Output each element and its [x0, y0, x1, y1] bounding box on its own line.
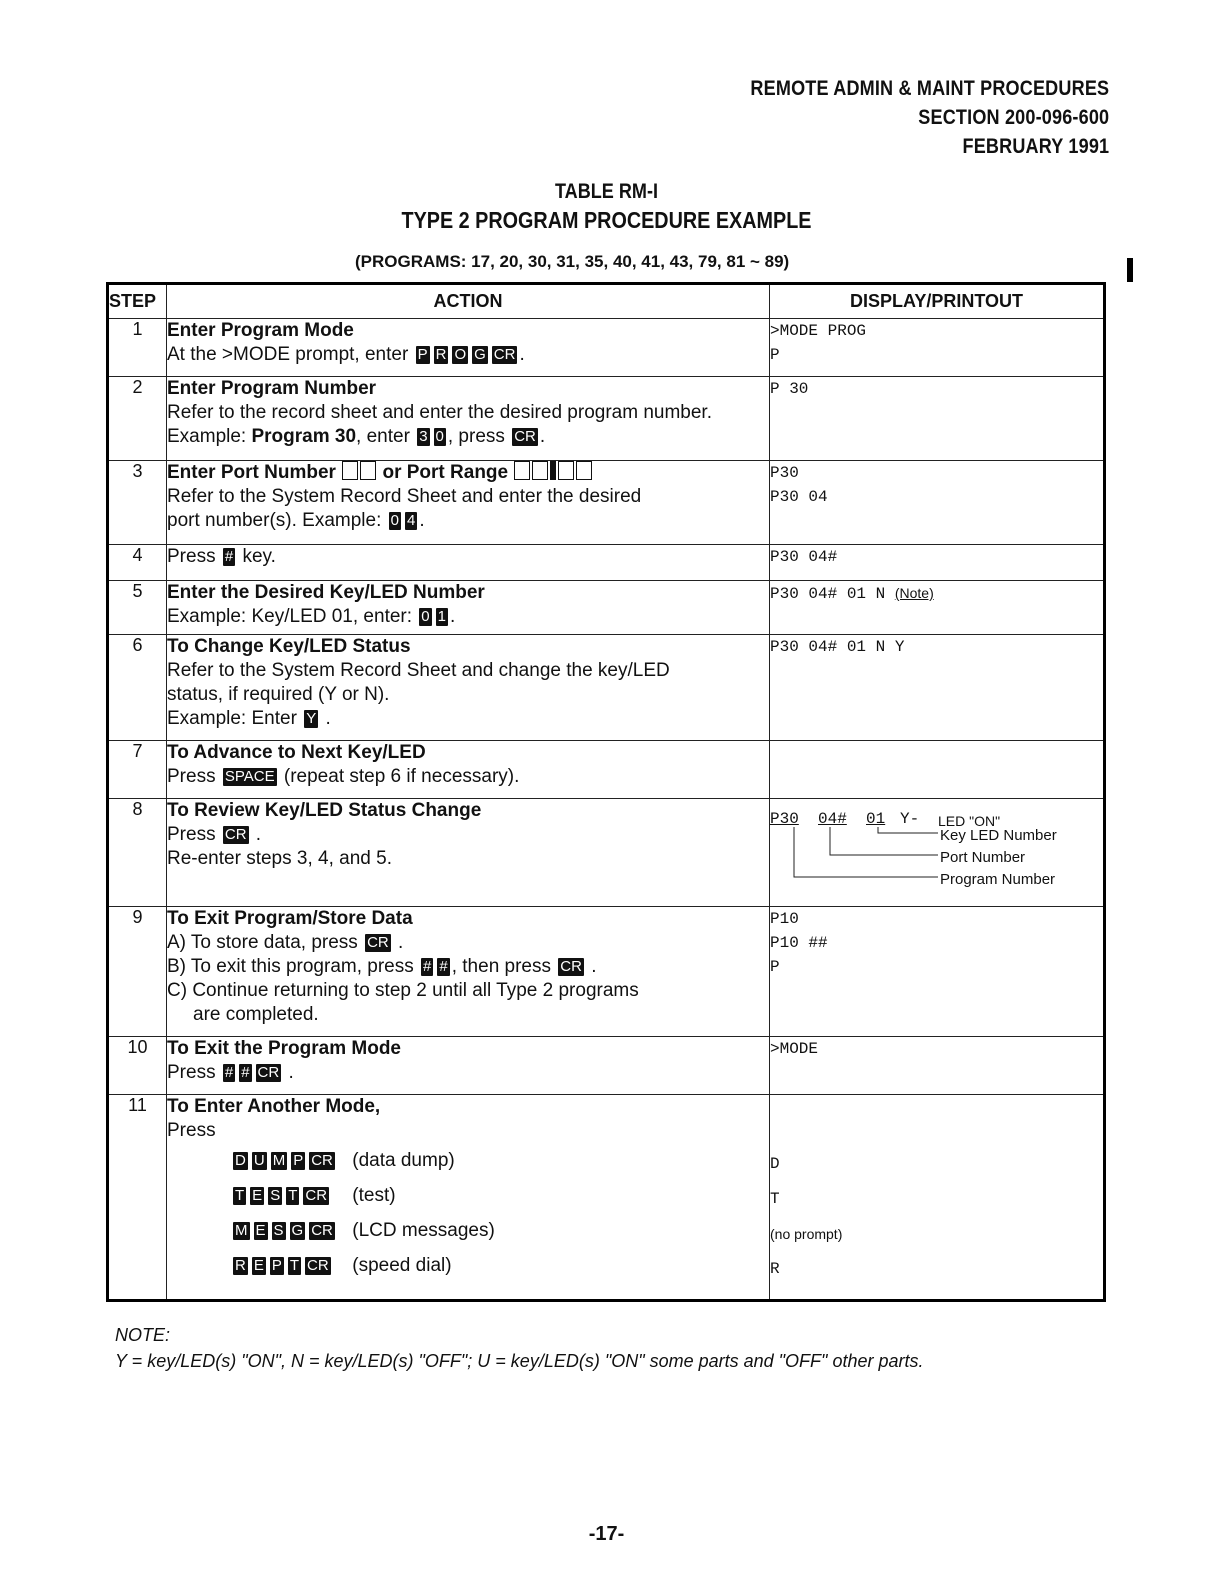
key-s: S	[270, 1187, 281, 1204]
key-e: E	[252, 1187, 263, 1204]
document-header	[750, 74, 1109, 161]
digit-box	[576, 461, 592, 480]
status-code: Y-	[900, 810, 920, 828]
key-t: T	[288, 1187, 298, 1204]
display-cell	[770, 1037, 1105, 1095]
action-text: Press	[167, 1062, 216, 1083]
key-g: G	[474, 346, 486, 363]
step-number: 2	[108, 377, 167, 461]
example-label: Example:	[167, 426, 247, 447]
table-row	[108, 319, 1105, 377]
action-text: Press	[167, 766, 216, 787]
key-p: P	[417, 346, 428, 363]
step-header: STEP	[108, 284, 167, 319]
key-hash: #	[224, 1064, 234, 1081]
command-description: (speed dial)	[352, 1255, 452, 1276]
action-text: (repeat step 6 if necessary).	[283, 766, 520, 787]
key-led-number-label: Key LED Number	[940, 827, 1057, 844]
step-number: 4	[108, 545, 167, 581]
step-number: 5	[108, 581, 167, 635]
procedure-table	[106, 282, 1106, 1302]
table-row	[108, 907, 1105, 1037]
key-hash: #	[423, 958, 432, 975]
action-text: Refer to the System Record Sheet and enter the desired	[167, 486, 642, 507]
key-t: T	[235, 1187, 245, 1204]
action-title: Enter Program Number	[167, 378, 377, 399]
step-b-then: , then press	[451, 956, 551, 977]
display-line: P30 04# 01 N Y	[770, 638, 905, 656]
action-title: To Review Key/LED Status Change	[167, 800, 482, 821]
key-d: D	[235, 1152, 246, 1169]
display-cell	[770, 799, 1105, 907]
key-code: 01	[866, 810, 886, 828]
key-0: 0	[390, 512, 399, 529]
key-cr: CR	[311, 1222, 333, 1239]
key-s: S	[273, 1222, 284, 1239]
digit-box	[342, 461, 358, 480]
display-line: P30 04	[770, 488, 828, 506]
mode-command	[167, 1143, 769, 1178]
display-line: P30	[770, 464, 799, 482]
step-number: 9	[108, 907, 167, 1037]
table-subtitle: TYPE 2 PROGRAM PROCEDURE EXAMPLE	[401, 207, 812, 233]
key-y: Y	[306, 710, 317, 727]
key-m: M	[272, 1152, 286, 1169]
step-number: 8	[108, 799, 167, 907]
key-0: 0	[435, 428, 444, 445]
table-row	[108, 741, 1105, 799]
footnote	[115, 1322, 924, 1374]
action-cell	[167, 545, 770, 581]
page-number: -17-	[588, 1523, 625, 1545]
display-line: P	[770, 346, 780, 364]
digit-box	[360, 461, 376, 480]
key-cr: CR	[514, 428, 536, 445]
command-description: (data dump)	[352, 1150, 455, 1171]
press-text: , press	[447, 426, 505, 447]
key-cr: CR	[224, 826, 247, 843]
step-number: 11	[108, 1095, 167, 1301]
key-4: 4	[406, 512, 416, 529]
field-diagram	[770, 807, 1103, 899]
note-text: Y = key/LED(s) "ON", N = key/LED(s) "OFF"; U = key/LED(s) "ON" some parts and "OFF" other parts.	[115, 1351, 924, 1371]
display-line: D	[770, 1155, 780, 1173]
display-cell	[770, 377, 1105, 461]
action-title: To Exit the Program Mode	[167, 1038, 402, 1059]
action-text: status, if required (Y or N).	[167, 684, 390, 705]
program-number-label: Program Number	[940, 871, 1056, 888]
step-number: 6	[108, 635, 167, 741]
digit-box	[514, 461, 530, 480]
display-line: P30 04#	[770, 548, 838, 566]
display-cell	[770, 545, 1105, 581]
header-line-1: REMOTE ADMIN & MAINT PROCEDURES	[750, 77, 1109, 100]
action-cell: To Change Key/LED Status Refer to the System Record Sheet and change the key/LED status, if required (Y or N). Example: Enter Y .	[167, 635, 770, 741]
key-cr: CR	[257, 1064, 280, 1081]
action-cell	[167, 741, 770, 799]
separator-box	[550, 461, 556, 480]
key-e: E	[255, 1222, 266, 1239]
step-number: 10	[108, 1037, 167, 1095]
key-hash: #	[241, 1064, 250, 1081]
action-title: To Change Key/LED Status	[167, 636, 411, 657]
step-c-text: C) Continue returning to step 2 until all Type 2 programs	[167, 980, 639, 1001]
table-header-row	[108, 284, 1105, 319]
key-t: T	[289, 1257, 300, 1274]
command-description: (test)	[352, 1185, 396, 1206]
key-3: 3	[419, 428, 428, 445]
action-title: To Advance to Next Key/LED	[167, 742, 426, 763]
key-m: M	[235, 1222, 248, 1239]
action-text: Refer to the System Record Sheet and change the key/LED	[167, 660, 670, 681]
mode-command	[167, 1213, 769, 1248]
action-title: Enter Port Number	[167, 462, 336, 483]
table-row	[108, 545, 1105, 581]
example-program: Program 30	[251, 426, 357, 447]
display-cell	[770, 907, 1105, 1037]
display-line: P 30	[770, 380, 809, 398]
action-text: At the >MODE prompt, enter	[167, 344, 409, 365]
key-cr: CR	[367, 934, 389, 951]
step-number: 3	[108, 461, 167, 545]
port-code: 04#	[818, 810, 847, 828]
action-title: Enter Program Mode	[167, 320, 354, 341]
table-title: TABLE RM-I	[554, 180, 658, 203]
action-cell: Enter Port Number or Port Range Refer to the System Record Sheet and enter the desired port number(s). Example: 0 4 .	[167, 461, 770, 545]
display-line: R	[770, 1260, 780, 1278]
display-line: (no prompt)	[770, 1226, 843, 1242]
display-line: >MODE PROG	[770, 322, 867, 340]
action-cell: Enter Program Mode At the >MODE prompt, enter P R O G CR .	[167, 319, 770, 377]
display-line: >MODE	[770, 1040, 819, 1058]
display-cell	[770, 741, 1105, 799]
display-line: P	[770, 958, 780, 976]
note-label: NOTE:	[115, 1325, 171, 1345]
action-cell: Enter the Desired Key/LED Number Example: Key/LED 01, enter: 0 1 .	[167, 581, 770, 635]
action-text: port number(s). Example:	[167, 510, 382, 531]
action-text: Example: Enter	[167, 708, 297, 729]
key-cr: CR	[311, 1152, 333, 1169]
display-header: DISPLAY/PRINTOUT	[770, 284, 1105, 319]
step-c-text: are completed.	[193, 1004, 319, 1025]
display-line: P30 04# 01 N	[770, 585, 886, 603]
action-text: Refer to the record sheet and enter the desired program number.	[167, 402, 712, 423]
table-row	[108, 461, 1105, 545]
mode-command	[167, 1178, 769, 1213]
table-row	[108, 635, 1105, 741]
action-text: Re-enter steps 3, 4, and 5.	[167, 848, 392, 869]
program-code: P30	[770, 810, 799, 828]
action-title: Enter the Desired Key/LED Number	[167, 582, 485, 603]
display-line: P10 ##	[770, 934, 828, 952]
digit-box	[532, 461, 548, 480]
example-enter: , enter	[356, 426, 410, 447]
action-cell: To Review Key/LED Status Change Press CR . Re-enter steps 3, 4, and 5.	[167, 799, 770, 907]
key-p: P	[293, 1152, 304, 1169]
action-cell: Enter Program Number Refer to the record sheet and enter the desired program number. Example: Program 30, enter 3 0 , press CR .	[167, 377, 770, 461]
step-number: 7	[108, 741, 167, 799]
key-cr: CR	[493, 346, 516, 363]
action-text: Press	[167, 1120, 216, 1141]
display-cell	[770, 461, 1105, 545]
action-cell	[167, 1095, 770, 1301]
key-cr: CR	[560, 958, 582, 975]
table-row	[108, 581, 1105, 635]
action-header: ACTION	[167, 284, 770, 319]
key-0: 0	[421, 608, 430, 625]
table-row	[108, 799, 1105, 907]
key-e: E	[253, 1257, 264, 1274]
action-title-range: or Port Range	[382, 462, 509, 483]
action-text: Example: Key/LED 01, enter:	[167, 606, 413, 627]
led-on-label: LED "ON"	[938, 813, 1001, 829]
digit-box	[558, 461, 574, 480]
action-title: To Enter Another Mode,	[167, 1096, 381, 1117]
key-u: U	[253, 1152, 265, 1169]
step-b-text: B) To exit this program, press	[167, 956, 414, 977]
key-r: R	[235, 1257, 246, 1274]
action-cell: To Exit the Program Mode Press # # CR .	[167, 1037, 770, 1095]
step-number: 1	[108, 319, 167, 377]
table-row	[108, 1095, 1105, 1301]
mode-command	[167, 1248, 769, 1283]
table-row	[108, 1037, 1105, 1095]
change-bar	[1127, 258, 1133, 282]
key-cr: CR	[307, 1257, 329, 1274]
key-hash: #	[224, 548, 234, 565]
note-reference: (Note)	[894, 585, 934, 601]
table-row	[108, 377, 1105, 461]
display-cell	[770, 581, 1105, 635]
header-line-2: SECTION 200-096-600	[918, 106, 1109, 129]
key-1: 1	[437, 608, 446, 625]
action-text: Press	[167, 824, 216, 845]
key-cr: CR	[305, 1187, 328, 1204]
programs-list: (PROGRAMS: 17, 20, 30, 31, 35, 40, 41, 43, 79, 81 ~ 89)	[355, 252, 790, 271]
port-number-label: Port Number	[940, 849, 1026, 866]
key-hash: #	[439, 958, 448, 975]
key-r: R	[435, 346, 447, 363]
key-o: O	[454, 346, 467, 363]
action-text: Press	[167, 546, 216, 567]
display-cell	[770, 635, 1105, 741]
display-cell	[770, 1095, 1105, 1301]
action-text: key.	[242, 546, 276, 567]
display-line: P10	[770, 910, 799, 928]
display-line: T	[770, 1190, 780, 1208]
key-p: P	[271, 1257, 282, 1274]
action-title: To Exit Program/Store Data	[167, 908, 413, 929]
action-cell: To Exit Program/Store Data A) To store data, press CR . B) To exit this program, press # # , then press CR . C) Continue returning to step 2 until all Type 2 programs are completed.	[167, 907, 770, 1037]
key-g: G	[291, 1222, 304, 1239]
command-description: (LCD messages)	[352, 1220, 495, 1241]
display-cell	[770, 319, 1105, 377]
key-space: SPACE	[224, 768, 275, 785]
step-a-text: A) To store data, press	[167, 932, 358, 953]
header-line-3: FEBRUARY 1991	[962, 135, 1109, 158]
